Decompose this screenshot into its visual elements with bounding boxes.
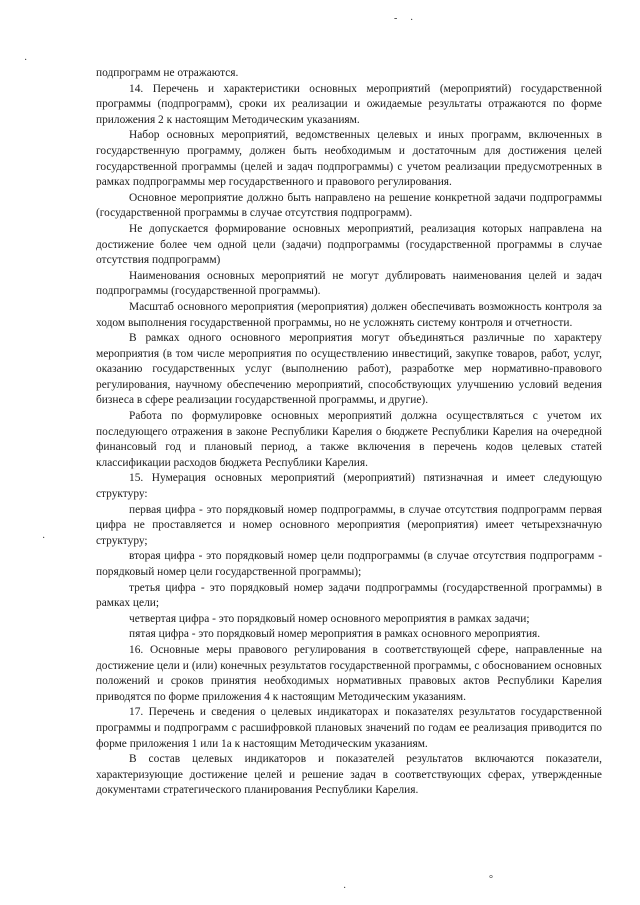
paragraph-fourth-digit: четвертая цифра - это порядковый номер основного мероприятия в рамках задачи;	[129, 612, 530, 625]
paragraph-first-digit: первая цифра - это порядковый номер подпрограммы, в случае отсутствия подпрограмм первая цифра не проставляется и номер основного мероприятия (мероприятия) имеет четырехзначную структуру;	[96, 503, 602, 547]
paragraph-third-digit: третья цифра - это порядковый номер задачи подпрограммы (государственной программы) в рамках цели;	[96, 581, 602, 610]
paragraph-second-digit: вторая цифра - это порядковый номер цели подпрограммы (в случае отсутствия подпрограмм - порядковый номер цели государственной программы);	[96, 550, 602, 578]
paragraph-fifth-digit: пятая цифра - это порядковый номер мероприятия в рамках основного мероприятия.	[129, 628, 541, 641]
scan-speck: ·	[24, 55, 28, 66]
scan-speck: -	[394, 13, 398, 24]
paragraph-15: 15. Нумерация основных мероприятий (мероприятий) пятизначная и имеет следующую структуру:	[96, 472, 602, 501]
paragraph-0: подпрограмм не отражаются.	[96, 67, 239, 79]
scan-speck: ·	[42, 533, 46, 544]
paragraph-16: 16. Основные меры правового регулирования в соответствующей сфере, направленные на достижение цели и (или) конечных результатов государственной программы, с обоснованием основных положений и сроков принятия необходимых нормативных правовых актов Республики Карелия приводятся по форме приложения 4 к настоящим Методическим указаниям.	[96, 643, 602, 703]
paragraph-not-allowed: Не допускается формирование основных мероприятий, реализация которых направлена на достижение более чем одной цели (задачи) подпрограммы (государственной программы в случае отсутствия подпрограмм)	[96, 222, 602, 267]
paragraph-14: 14. Перечень и характеристики основных мероприятий (мероприятий) государственной программы (подпрограмм), сроки их реализации и ожидаемые результаты отражаются по форме приложения 2 к настоящим Методическим указаниям.	[96, 82, 602, 126]
paragraph-combine: В рамках одного основного мероприятия могут объединяться различные по характеру мероприятия (в том числе мероприятия по осуществлению инвестиций, закупке товаров, работ, услуг, оказанию государственных услуг (выполнению работ), разработке мер нормативно-правового регулирования, научному обеспечению мероприятий, способствующих улучшению условий ведения бизнеса в сфере реализации государственной программы, и другие).	[96, 332, 602, 407]
document-page	[96, 66, 602, 799]
paragraph-indicators: В состав целевых индикаторов и показателей результатов включаются показатели, характеризующие достижение целей и решение задач в соответствующих сферах, утвержденные документами стратегического планирования Республики Карелия.	[96, 753, 602, 797]
paragraph-measures-set: Набор основных мероприятий, ведомственных целевых и иных программ, включенных в государственную программу, должен быть необходимым и достаточным для достижения целей государственной программы (целей и задач подпрограммы) с учетом реализации предусмотренных в рамках подпрограммы мер государственного и правового регулирования.	[96, 129, 602, 189]
paragraph-17: 17. Перечень и сведения о целевых индикаторах и показателях результатов государственной программы и подпрограмм с расшифровкой плановых значений по годам ее реализация приводится по форме приложения 1 или 1а к настоящим Методическим указаниям.	[96, 706, 602, 750]
paragraph-main-measure-task: Основное мероприятие должно быть направлено на решение конкретной задачи подпрограммы (государственной программы в случае отсутствия подпрограмм).	[96, 191, 602, 220]
scan-speck: °	[489, 874, 493, 885]
paragraph-names-duplicate: Наименования основных мероприятий не могут дублировать наименования целей и задач подпрограммы (государственной программы).	[96, 269, 602, 298]
scan-speck: ·	[410, 15, 414, 26]
scan-speck: ·	[343, 883, 347, 894]
paragraph-formulation: Работа по формулировке основных мероприятий должна осуществляться с учетом их последующего отражения в законе Республики Карелия о бюджете Республики Карелия на очередной финансовый год и плановый период, а также включения в перечень кодов целевых статей классификации расходов бюджета Республики Карелия.	[96, 410, 602, 469]
paragraph-scale: Масштаб основного мероприятия (мероприятия) должен обеспечивать возможность контроля за ходом выполнения государственной программы, но не усложнять систему контроля и отчетности.	[96, 300, 602, 329]
